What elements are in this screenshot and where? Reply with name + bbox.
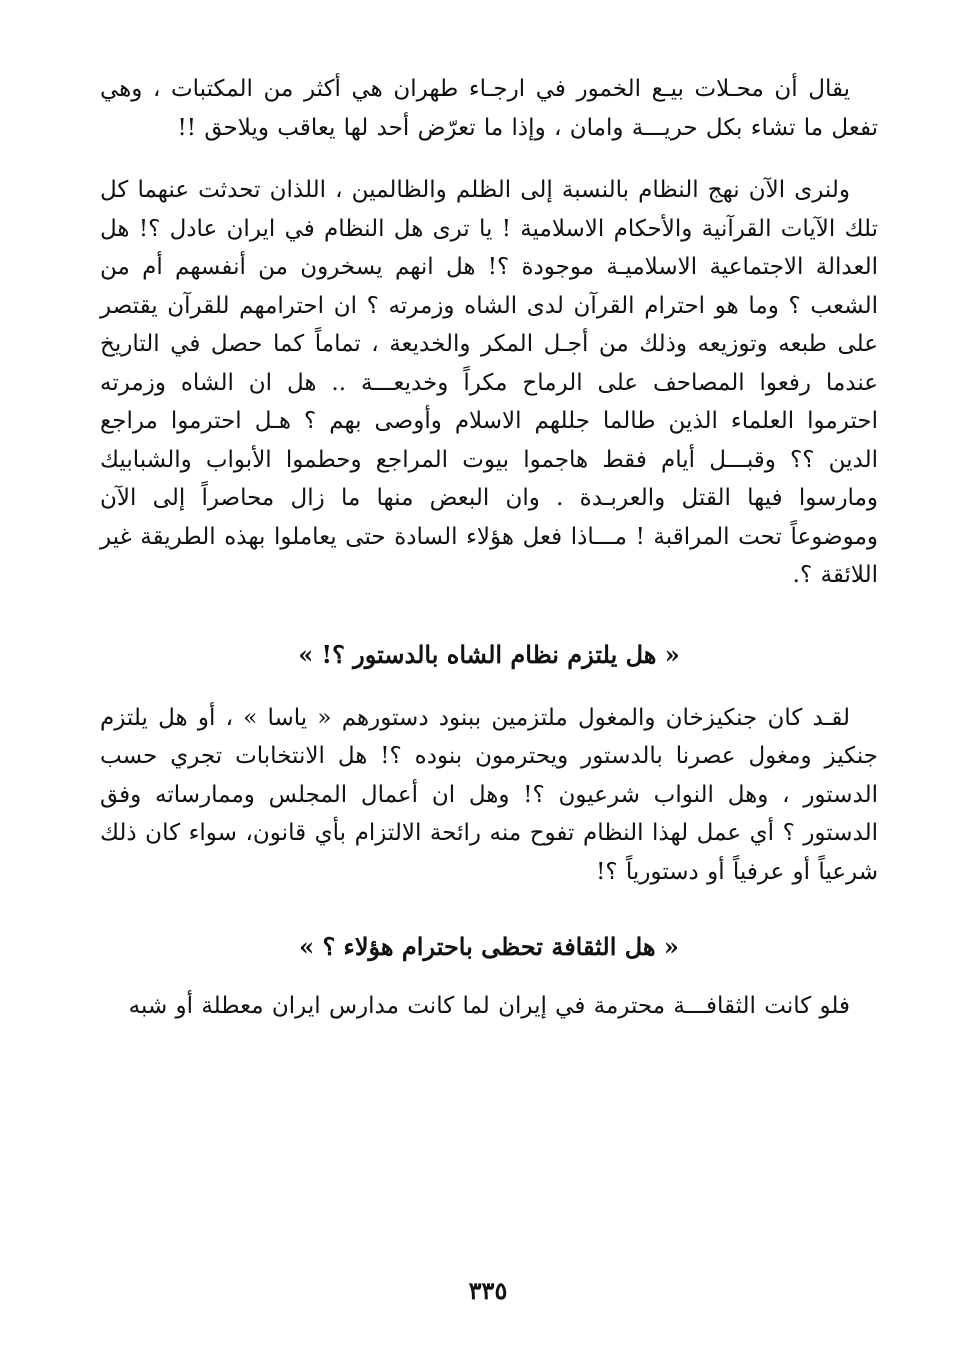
paragraph-constitution: لقـد كان جنكيزخان والمغول ملتزمين ببنود دستورهم « ياسا » ، أو هل يلتزم جنكيز ومغول عصرنا بالدستور ويحترمون بنوده ؟! هل الانتخابات تجري حسب الدستور ، وهل النواب شرعيون ؟! وهل ان أعمال المجلس وممارساته وفق الدستور ؟ أي عمل لهذا النظام تفوح منه رائحة الالتزام بأي قانون، سواء كان ذلك شرعياً أو عرفياً أو دستورياً ؟! (100, 704, 878, 885)
paragraph-liquor-stores: يقال أن محـلات بيـع الخمور في ارجـاء طهران هي أكثر من المكتبات ، وهي تفعل ما تشاء بكل حريـــة وامان ، وإذا ما تعرّض أحد لها يعاقب ويلاحق !! (100, 76, 878, 141)
paragraph-culture: فلو كانت الثقافـــة محترمة في إيران لما كانت مدارس ايران معطلة أو شبه (128, 993, 850, 1019)
page-number: ٣٣٥ (468, 1276, 508, 1305)
section-heading-culture: « هل الثقافة تحظى باحترام هؤلاء ؟ » (299, 932, 679, 961)
page-body (100, 70, 878, 1026)
paragraph-justice: ولنرى الآن نهج النظام بالنسبة إلى الظلم والظالمين ، اللذان تحدثت عنهما كل تلك الآيات القرآنية والأحكام الاسلامية ! يا ترى هل النظام في ايران عادل ؟! هل العدالة الاجتماعية الاسلاميـة موجودة ؟! هل انهم يسخرون من أنفسهم أم من الشعب ؟ وما هو احترام القرآن لدى الشاه وزمرته ؟ ان احترامهم للقرآن يقتصر على طبعه وتوزيعه وذلك من أجـل المكر والخديعة ، تماماً كما حصل في التاريخ عندما رفعوا المصاحف على الرماح مكراً وخديعـــة .. هل ان الشاه وزمرته احترموا العلماء الذين طالما جللهم الاسلام وأوصى بهم ؟ هـل احترموا مراجع الدين ؟؟ وقبـــل أيام فقط هاجموا بيوت المراجع وحطموا الأبواب والشبابيك ومارسوا فيها القتل والعربـدة . وان البعض منها ما زال محاصراً إلى الآن وموضوعاً تحت المراقبة ! مـــاذا فعل هؤلاء السادة حتى يعاملوا بهذه الطريقة غير اللائقة ؟. (100, 177, 878, 588)
section-heading-constitution: « هل يلتزم نظام الشاه بالدستور ؟! » (298, 639, 680, 669)
